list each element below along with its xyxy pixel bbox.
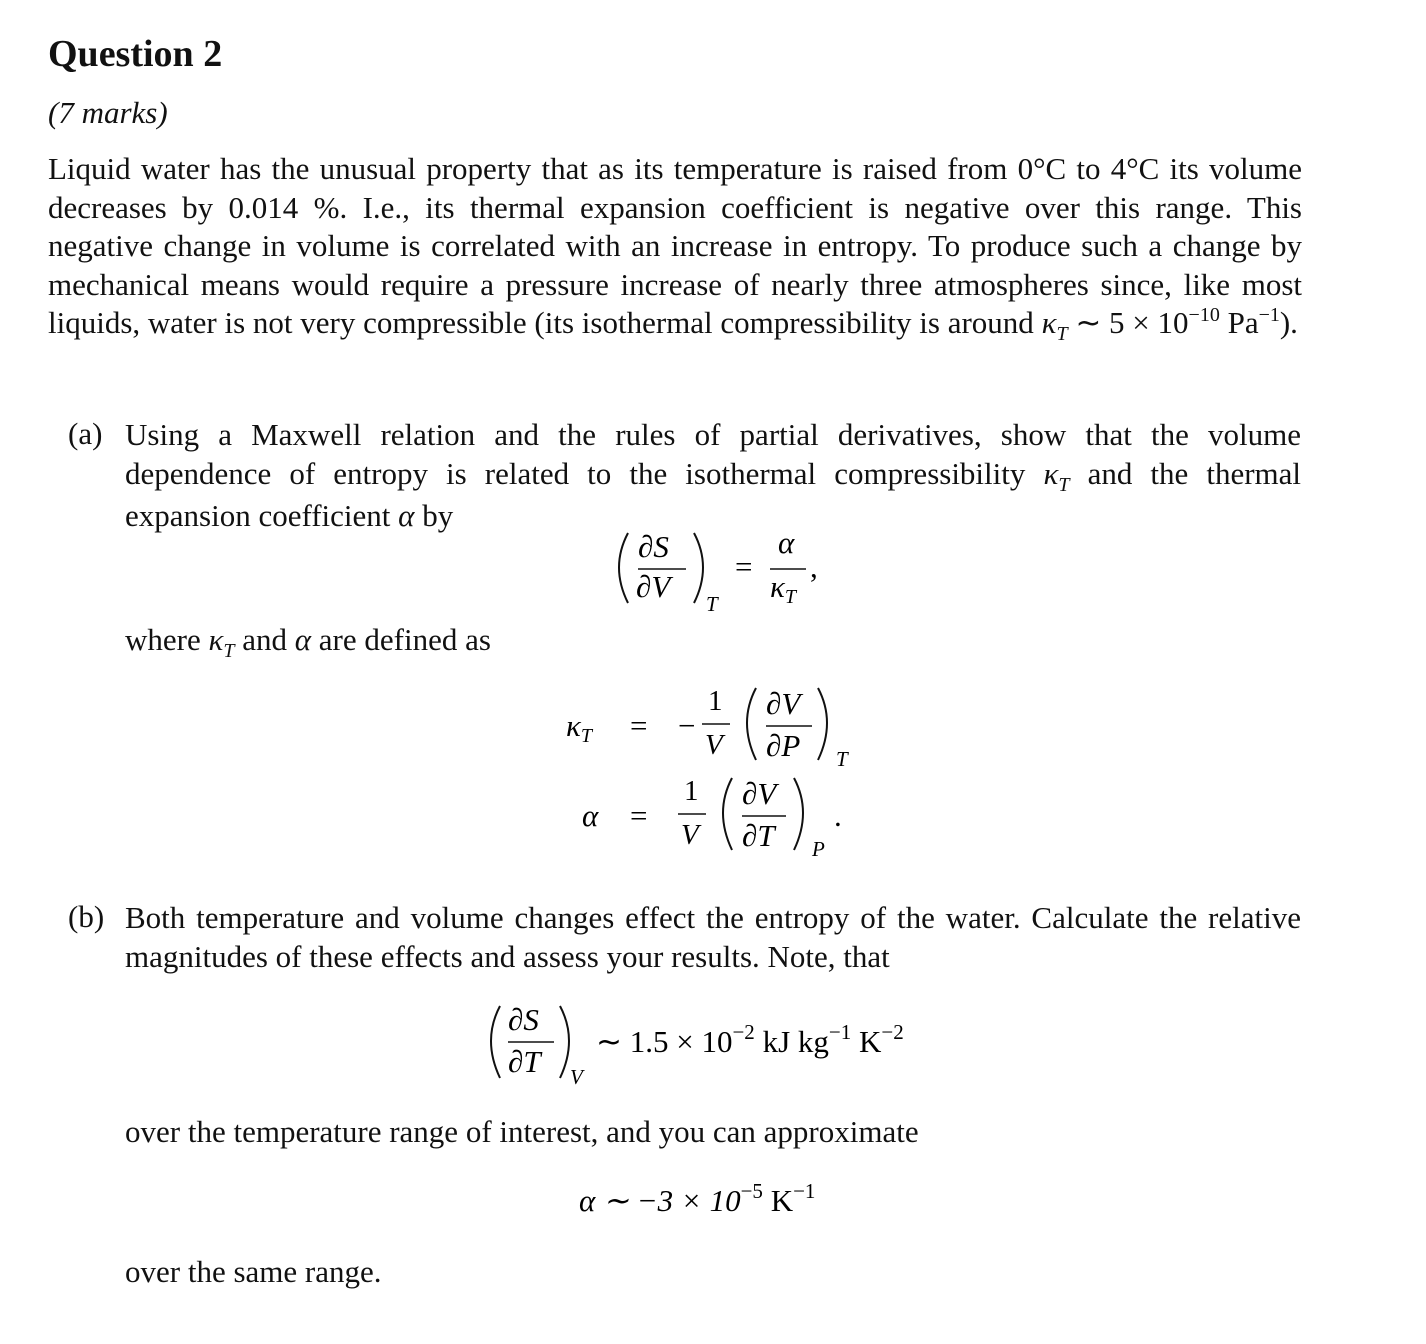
num-alpha: α — [778, 525, 795, 560]
alpha-approx-value: α ∼ $-3 \times 10^{-5}$ $K^{-1}$ — [579, 1179, 816, 1218]
intro-approx: ∼ 5 × 10 — [1075, 305, 1189, 340]
eq-b-num: ∂S — [508, 1002, 539, 1037]
def-alpha-v: V — [681, 819, 699, 851]
def-alpha-equals: = — [630, 798, 648, 833]
num-partial-s: ∂S — [638, 529, 669, 564]
part-a-and: and the thermal expansion coefficient — [125, 455, 1302, 533]
part-a-kappa: κ — [1043, 455, 1059, 491]
comma: , — [810, 549, 818, 584]
equals: = — [735, 549, 753, 584]
intro-exp2: −1 — [1258, 304, 1280, 326]
part-b-label: (b) — [68, 899, 105, 934]
def-kappa-equals: = — [630, 708, 648, 743]
def-kappa-sub-t: T — [836, 747, 848, 771]
den-partial-v: ∂V — [636, 569, 671, 604]
def-alpha-lparen — [723, 778, 732, 850]
def-kappa-rparen — [818, 688, 827, 760]
where-prefix: where — [125, 622, 201, 657]
left-paren — [619, 533, 628, 603]
part-a-alpha: α — [398, 498, 415, 533]
intro-text: Liquid water has the unusual property that as its temperature is raised from 0°C to 4°C its volume decreases by 0.014 %. I.e., its thermal expansion coefficient is negative over this range. This negative change in volume is correlated with an increase in entropy. To produce such a change by mechanical means would require a pressure increase of nearly three atmospheres since, like most liquids, water is not very compressible (its isothermal compressibility is around — [48, 151, 1302, 340]
where-kappa: κ — [208, 622, 224, 657]
def-kappa-one: 1 — [708, 685, 723, 717]
def-kappa-lparen — [747, 688, 756, 760]
part-b-text: Both temperature and volume changes effect the entropy of the water. Calculate the relative magnitudes of these effects and assess your results. Note, that — [125, 900, 1301, 974]
def-kappa-v: V — [705, 729, 723, 761]
intro-unit: Pa — [1219, 305, 1259, 340]
where-alpha: α — [294, 622, 312, 657]
definitions-equations — [560, 680, 860, 865]
intro-exp1: −10 — [1188, 304, 1220, 326]
den-kappa: κT — [770, 569, 797, 608]
entropy-temperature-equation — [470, 996, 970, 1091]
eq-b-rparen — [560, 1006, 569, 1078]
where-and: and — [242, 622, 288, 657]
def-alpha-sub-p: P — [812, 837, 825, 861]
def-alpha-num: ∂V — [742, 776, 777, 811]
part-a-kappa-sub: T — [1058, 473, 1070, 496]
def-kappa-den: ∂P — [766, 728, 801, 763]
def-kappa-num: ∂V — [766, 686, 801, 721]
question-title: Question 2 — [48, 33, 223, 75]
eq-b-value: ∼ $1.5 \times 10^{-2}$ kJ $kg^{-1}$ $K^{-2}$ — [596, 1020, 904, 1059]
part-a-text — [125, 416, 1301, 536]
eq-b-sub-v: V — [570, 1065, 583, 1089]
def-kappa-minus: − — [678, 708, 696, 743]
over-range-line: over the temperature range of interest, and you can approximate — [125, 1114, 919, 1149]
def-alpha: α — [582, 798, 599, 833]
def-alpha-den: ∂T — [742, 818, 775, 853]
where-kappa-sub: T — [223, 640, 235, 662]
def-alpha-one: 1 — [684, 775, 699, 807]
intro-paragraph — [48, 150, 1302, 347]
eq-b-lparen — [491, 1006, 500, 1078]
part-a-body: Using a Maxwell relation and the rules of partial derivatives, show that the volume dependence of entropy is related to the isothermal compressibility — [125, 417, 1301, 491]
eq-b-den: ∂T — [508, 1044, 541, 1079]
def-alpha-rparen — [794, 778, 803, 850]
question-marks: (7 marks) — [48, 95, 168, 130]
maxwell-equation — [600, 525, 840, 615]
part-a-label: (a) — [68, 416, 103, 451]
right-paren — [694, 533, 703, 603]
sub-t: T — [706, 592, 718, 615]
intro-close: ). — [1279, 305, 1298, 340]
intro-kappa: κ — [1041, 305, 1057, 340]
def-alpha-period: . — [834, 798, 842, 833]
alpha-approx-equation — [575, 1175, 865, 1225]
where-suffix: are defined as — [318, 622, 491, 657]
where-line — [125, 622, 491, 662]
same-range-line: over the same range. — [125, 1254, 382, 1289]
def-kappa: κT — [566, 708, 593, 747]
intro-kappa-sub: T — [1056, 323, 1068, 345]
part-a-by: by — [422, 498, 454, 533]
